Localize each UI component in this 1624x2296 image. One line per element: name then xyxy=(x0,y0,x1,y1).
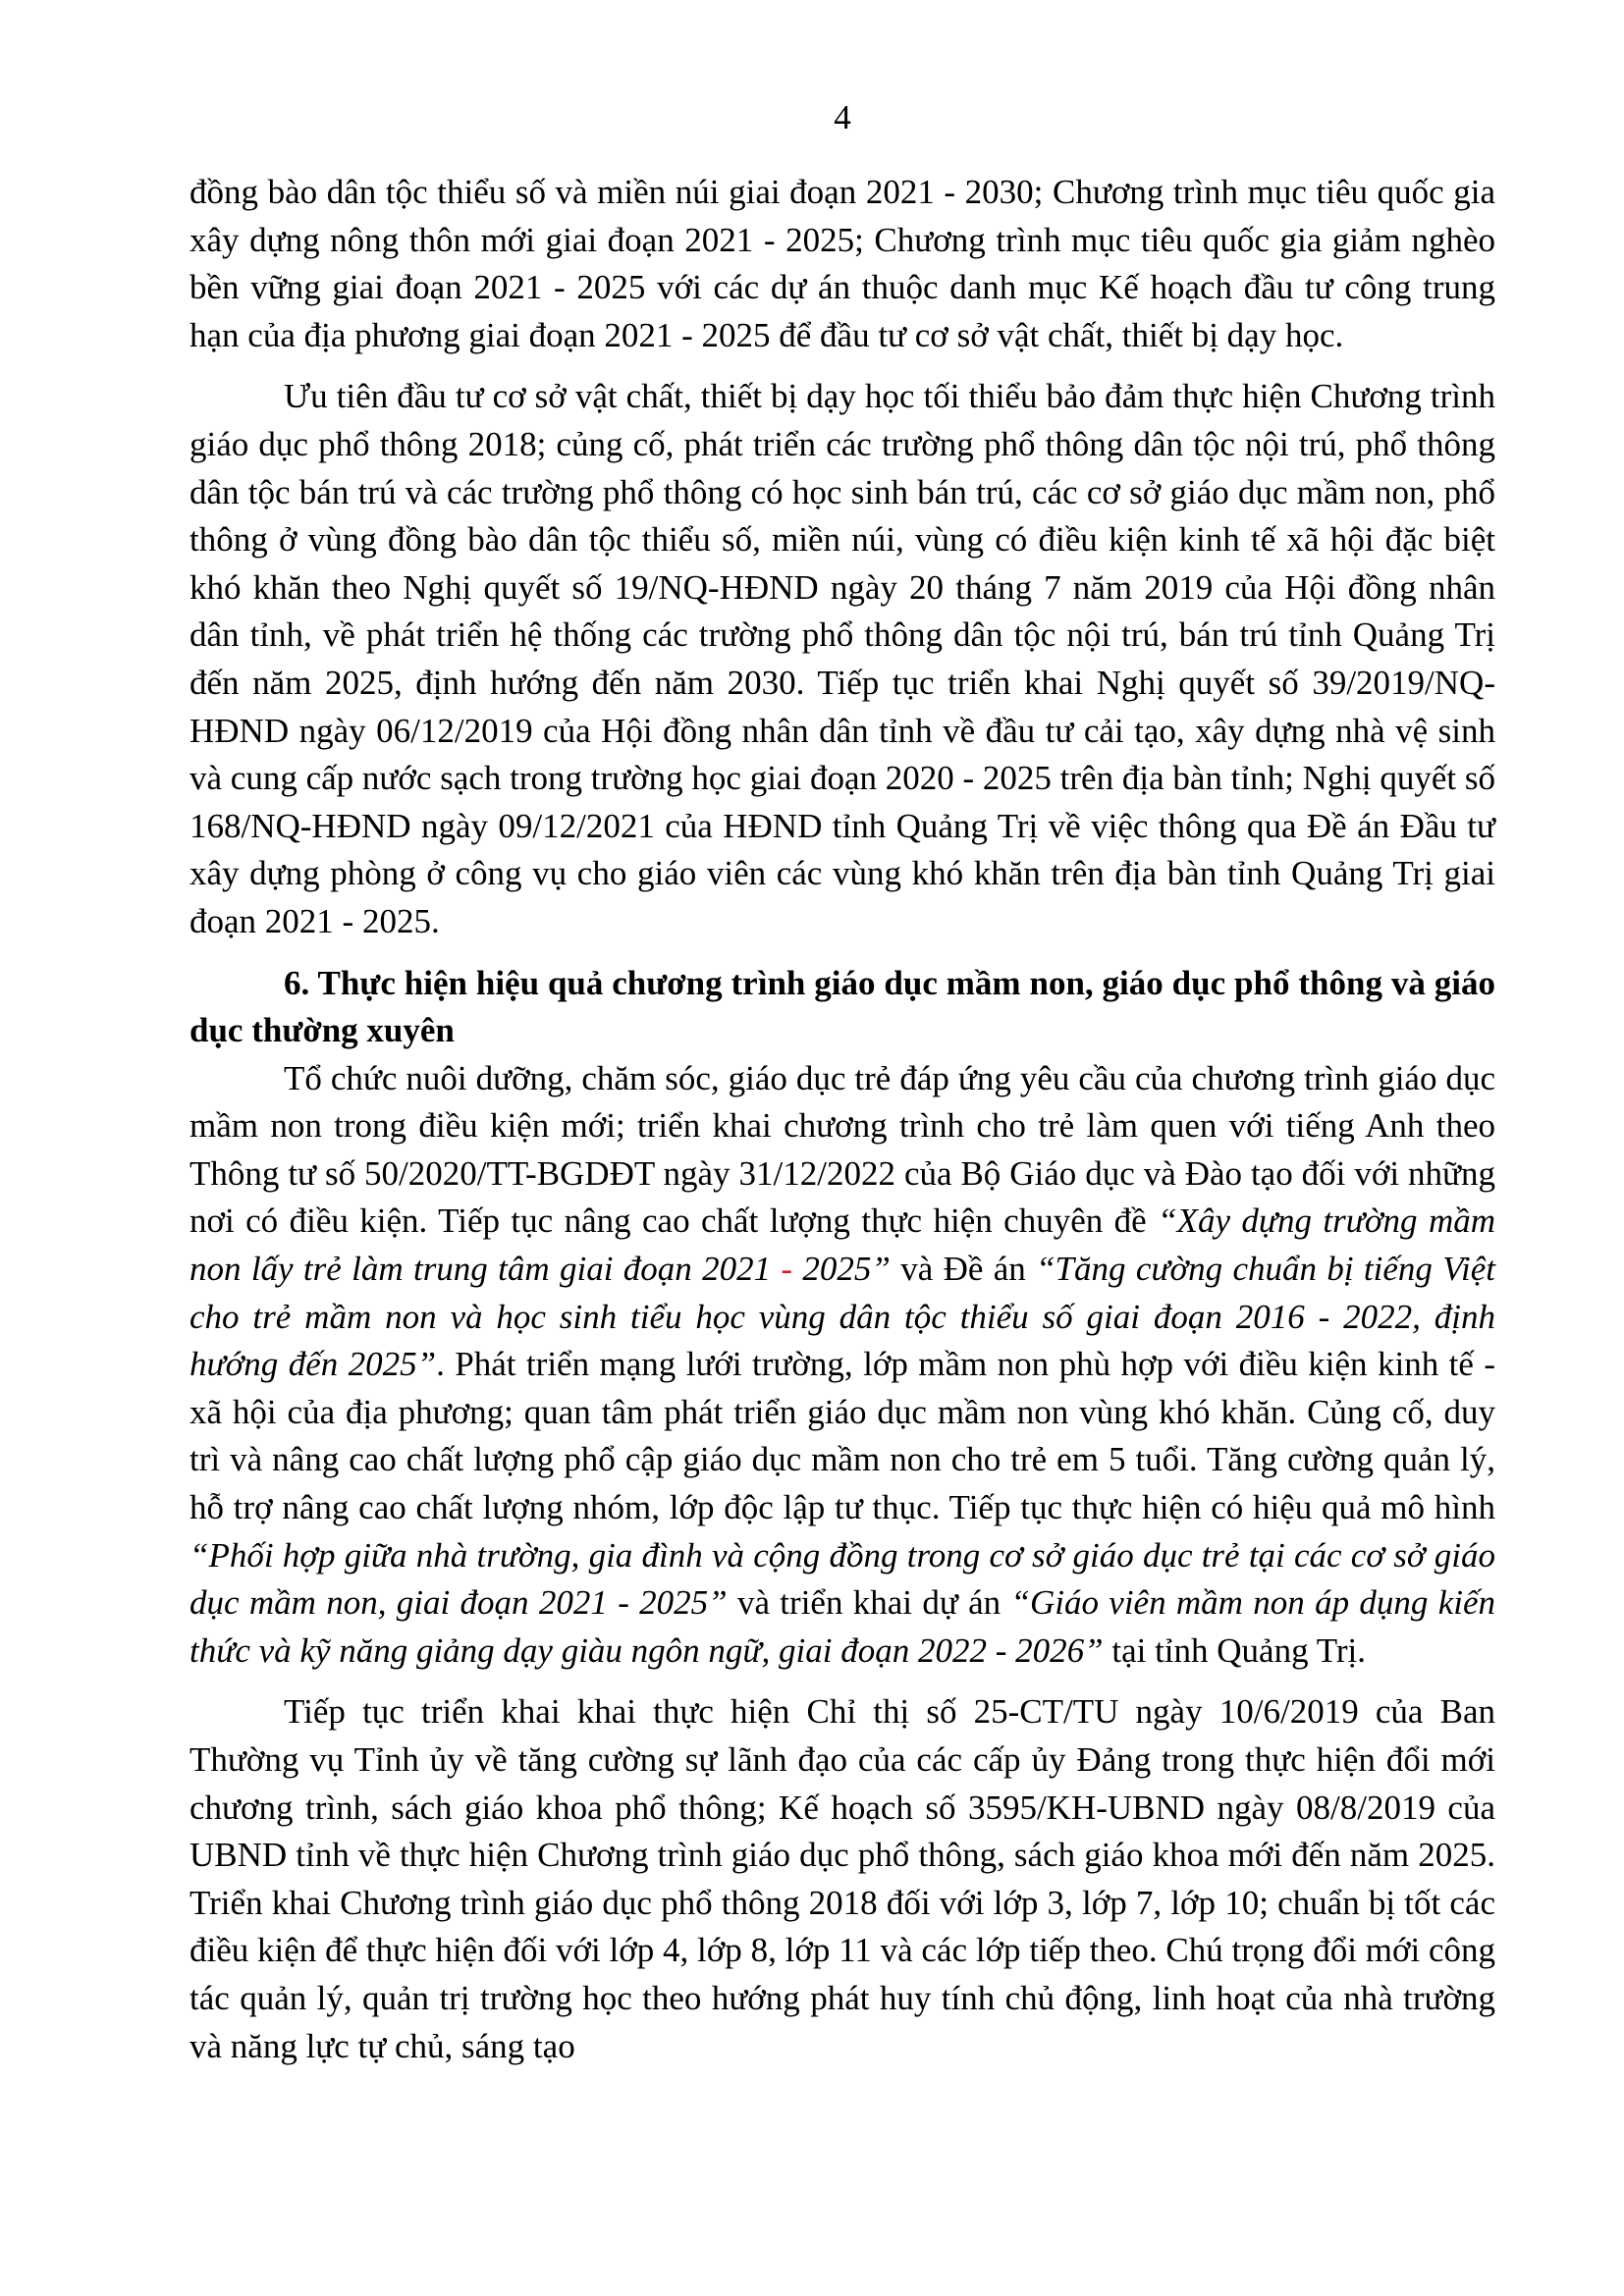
italic-quote-topic: “Xây dựng trường mầm non lấy trẻ làm trung tâm giai đoạn 2021 xyxy=(189,1201,1495,1289)
paragraph-curriculum-implementation: Tiếp tục triển khai khai thực hiện Chỉ thị số 25-CT/TU ngày 10/6/2019 của Ban Thường vụ Tỉnh ủy về tăng cường sự lãnh đạo của các cấp ủy Đảng trong thực hiện đổi mới chương trình, sách giáo khoa phổ thông; Kế hoạch số 3595/KH-UBND ngày 08/8/2019 của UBND tỉnh về thực hiện Chương trình giáo dục phổ thông, sách giáo khoa mới đến năm 2025. Triển khai Chương trình giáo dục phổ thông 2018 đối với lớp 3, lớp 7, lớp 10; chuẩn bị tốt các điều kiện để thực hiện đối với lớp 4, lớp 8, lớp 11 và các lớp tiếp theo. Chú trọng đổi mới công tác quản lý, quản trị trường học theo hướng phát huy tính chủ động, linh hoạt của nhà trường và năng lực tự chủ, sáng tạo xyxy=(189,1692,1495,2065)
text-run: tại tỉnh Quảng Trị. xyxy=(1103,1630,1366,1670)
italic-quote-model: “Phối hợp giữa nhà trường, gia đình và cộng đồng trong cơ sở giáo dục trẻ tại các cơ sở giáo dục mầm non, giai đoạn 2021 - 2025” xyxy=(189,1535,1495,1623)
text-run: và Đề án xyxy=(890,1250,1037,1289)
document-page xyxy=(189,94,1495,2070)
section-heading-6: 6. Thực hiện hiệu quả chương trình giáo dục mầm non, giáo dục phổ thông và giáo dục thường xuyên xyxy=(189,963,1495,1050)
italic-quote-teacher-project: “Giáo viên mầm non áp dụng kiến thức và kỹ năng giảng dạy giàu ngôn ngữ, giai đoạn 2022 - 2026” xyxy=(189,1583,1496,1670)
paragraph-infrastructure-priority: Ưu tiên đầu tư cơ sở vật chất, thiết bị dạy học tối thiểu bảo đảm thực hiện Chương trình giáo dục phổ thông 2018; củng cố, phát triển các trường phổ thông dân tộc nội trú, phổ thông dân tộc bán trú và các trường phổ thông có học sinh bán trú, các cơ sở giáo dục mầm non, phổ thông ở vùng đồng bào dân tộc thiểu số, miền núi, vùng có điều kiện kinh tế xã hội đặc biệt khó khăn theo Nghị quyết số 19/NQ-HĐND ngày 20 tháng 7 năm 2019 của Hội đồng nhân dân tỉnh, về phát triển hệ thống các trường phổ thông dân tộc nội trú, bán trú tỉnh Quảng Trị đến năm 2025, định hướng đến năm 2030. Tiếp tục triển khai Nghị quyết số 39/2019/NQ-HĐND ngày 06/12/2019 của Hội đồng nhân dân tỉnh về đầu tư cải tạo, xây dựng nhà vệ sinh và cung cấp nước sạch trong trường học giai đoạn 2020 - 2025 trên địa bàn tỉnh; Nghị quyết số 168/NQ-HĐND ngày 09/12/2021 của HĐND tỉnh Quảng Trị về việc thông qua Đề án Đầu tư xây dựng phòng ở công vụ cho giáo viên các vùng khó khăn trên địa bàn tỉnh Quảng Trị giai đoạn 2021 - 2025. xyxy=(189,377,1495,940)
italic-quote-topic-end: 2025” xyxy=(792,1250,891,1289)
page-number: 4 xyxy=(834,98,851,136)
paragraph-continuation: đồng bào dân tộc thiểu số và miền núi giai đoạn 2021 - 2030; Chương trình mục tiêu quốc gia xây dựng nông thôn mới giai đoạn 2021 - 2025; Chương trình mục tiêu quốc gia giảm nghèo bền vững giai đoạn 2021 - 2025 với các dự án thuộc danh mục Kế hoạch đầu tư công trung hạn của địa phương giai đoạn 2021 - 2025 để đầu tư cơ sở vật chất, thiết bị dạy học. xyxy=(189,173,1495,354)
paragraph-preschool-education xyxy=(189,1055,1495,1676)
text-run: Tổ chức nuôi dưỡng, chăm sóc, giáo dục trẻ đáp ứng yêu cầu của chương trình giáo dục mầm non trong điều kiện mới; triển khai chương trình cho trẻ làm quen với tiếng Anh theo Thông tư số 50/2020/TT-BGDĐT ngày 31/12/2022 của Bộ Giáo dục và Đào tạo đối với những nơi có điều kiện. Tiếp tục nâng cao chất lượng thực hiện chuyên đề xyxy=(189,1058,1495,1241)
text-run: . Phát triển mạng lưới trường, lớp mầm non phù hợp với điều kiện kinh tế - xã hội của địa phương; quan tâm phát triển giáo dục mầm non vùng khó khăn. Củng cố, duy trì và nâng cao chất lượng phổ cập giáo dục mầm non cho trẻ em 5 tuổi. Tăng cường quản lý, hỗ trợ nâng cao chất lượng nhóm, lớp độc lập tư thục. Tiếp tục thực hiện có hiệu quả mô hình xyxy=(189,1345,1495,1527)
text-run: và triển khai dự án xyxy=(727,1583,1011,1623)
italic-quote-project: “Tăng cường chuẩn bị tiếng Việt cho trẻ mầm non và học sinh tiểu học vùng dân tộc thiểu số giai đoạn 2016 - 2022, định hướng đến 2025” xyxy=(189,1250,1495,1384)
highlighted-dash: - xyxy=(781,1250,793,1289)
